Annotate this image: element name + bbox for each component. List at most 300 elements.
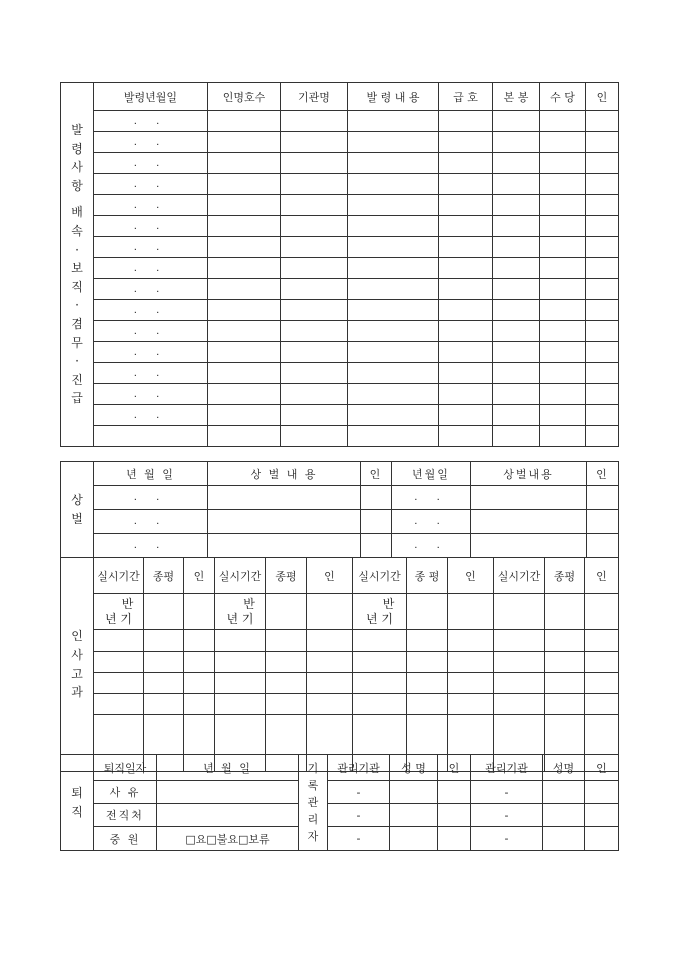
- evaluation-cell[interactable]: [448, 673, 494, 694]
- evaluation-cell[interactable]: [144, 694, 184, 715]
- appointment-cell[interactable]: [348, 342, 439, 363]
- appointment-cell[interactable]: [208, 132, 281, 153]
- retire-value-cell[interactable]: [157, 804, 299, 827]
- table-row: [61, 153, 619, 174]
- side-label-char: 벌: [71, 511, 83, 526]
- evaluation-cell[interactable]: [585, 694, 619, 715]
- side-label-char: 사: [71, 160, 83, 175]
- reward-cell[interactable]: [587, 510, 619, 534]
- evaluation-cell[interactable]: [94, 630, 144, 652]
- table-row: [61, 694, 619, 715]
- appointment-cell[interactable]: [208, 195, 281, 216]
- appointment-cell[interactable]: [208, 405, 281, 426]
- side-label-char: ·: [75, 354, 79, 369]
- evaluation-cell[interactable]: [266, 652, 307, 673]
- appointment-cell[interactable]: [439, 279, 493, 300]
- appointment-cell[interactable]: [439, 153, 493, 174]
- appointment-cell[interactable]: [348, 300, 439, 321]
- reward-date-cell[interactable]: . .: [392, 486, 471, 510]
- evaluation-cell[interactable]: [494, 594, 545, 630]
- appointment-date-cell[interactable]: . .: [94, 237, 208, 258]
- mgmt-cell[interactable]: [438, 781, 471, 804]
- appointment-cell[interactable]: [281, 363, 348, 384]
- mgmt-cell[interactable]: [585, 827, 619, 851]
- mgmt-cell[interactable]: [390, 781, 438, 804]
- appointment-date-cell[interactable]: . .: [94, 300, 208, 321]
- appointment-cell[interactable]: [281, 384, 348, 405]
- mgmt-cell[interactable]: [543, 781, 585, 804]
- reward-cell[interactable]: [587, 534, 619, 558]
- appointment-date-cell[interactable]: . .: [94, 258, 208, 279]
- appointment-cell[interactable]: [540, 258, 586, 279]
- reward-cell[interactable]: [361, 510, 392, 534]
- appointment-cell[interactable]: [540, 384, 586, 405]
- reward-table: [60, 461, 619, 558]
- appointment-cell[interactable]: [348, 258, 439, 279]
- appointment-cell[interactable]: [348, 132, 439, 153]
- appointment-date-cell[interactable]: . .: [94, 174, 208, 195]
- appointment-cell[interactable]: [493, 111, 540, 132]
- appointment-cell[interactable]: [493, 321, 540, 342]
- table-row: [61, 258, 619, 279]
- evaluation-cell[interactable]: [184, 652, 215, 673]
- appointment-cell[interactable]: [586, 132, 619, 153]
- appointment-cell[interactable]: [439, 237, 493, 258]
- appointment-cell[interactable]: [208, 111, 281, 132]
- evaluation-cell[interactable]: [585, 630, 619, 652]
- appointment-date-cell[interactable]: . .: [94, 132, 208, 153]
- evaluation-cell[interactable]: [215, 594, 266, 630]
- evaluation-cell[interactable]: [494, 630, 545, 652]
- retirement-table: [60, 754, 619, 851]
- reward-header: 인: [587, 462, 619, 486]
- mgmt-header: 성명: [543, 755, 585, 781]
- evaluation-header: 종 평: [407, 558, 448, 594]
- evaluation-cell[interactable]: [307, 694, 353, 715]
- evaluation-header: 인: [585, 558, 619, 594]
- appointment-cell[interactable]: [586, 195, 619, 216]
- side-label-char: 항: [71, 178, 83, 193]
- half-year-top: 반: [382, 596, 395, 611]
- reward-date-cell[interactable]: . .: [94, 534, 208, 558]
- appointment-cell[interactable]: [208, 216, 281, 237]
- reward-cell[interactable]: [361, 486, 392, 510]
- mgmt-org-cell[interactable]: -: [471, 781, 543, 804]
- appointment-date-cell[interactable]: . .: [94, 405, 208, 426]
- retire-date-value[interactable]: 년 월 일: [157, 755, 299, 781]
- appointment-cell[interactable]: [540, 153, 586, 174]
- half-year-bottom: 년 기: [226, 611, 254, 626]
- evaluation-header: 실시기간: [94, 558, 144, 594]
- appointment-cell[interactable]: [493, 342, 540, 363]
- appointment-cell[interactable]: [348, 426, 439, 447]
- reward-header: 상 벌 내 용: [208, 462, 361, 486]
- evaluation-cell[interactable]: [307, 652, 353, 673]
- appointment-cell[interactable]: [586, 279, 619, 300]
- evaluation-cell[interactable]: [585, 673, 619, 694]
- appointment-cell[interactable]: [493, 384, 540, 405]
- appointment-date-cell[interactable]: . .: [94, 342, 208, 363]
- evaluation-cell[interactable]: [545, 652, 585, 673]
- appointment-cell[interactable]: [540, 342, 586, 363]
- appointment-cell[interactable]: [439, 405, 493, 426]
- appointment-date-cell[interactable]: . .: [94, 279, 208, 300]
- reward-cell[interactable]: [361, 534, 392, 558]
- appointment-cell[interactable]: [540, 216, 586, 237]
- reward-cell[interactable]: [587, 486, 619, 510]
- evaluation-cell[interactable]: [585, 652, 619, 673]
- evaluation-cell[interactable]: [144, 652, 184, 673]
- appointment-cell[interactable]: [586, 258, 619, 279]
- reward-date-cell[interactable]: . .: [392, 534, 471, 558]
- evaluation-cell[interactable]: [494, 652, 545, 673]
- side-label-char: 과: [71, 685, 83, 700]
- appointment-date-cell[interactable]: . .: [94, 195, 208, 216]
- appointment-cell[interactable]: [493, 363, 540, 384]
- evaluation-cell[interactable]: [407, 652, 448, 673]
- table-row: [61, 342, 619, 363]
- appointment-cell[interactable]: [586, 405, 619, 426]
- side-label-char: 사: [71, 647, 83, 662]
- appointment-cell[interactable]: [439, 195, 493, 216]
- table-row: [61, 195, 619, 216]
- table-row: [61, 673, 619, 694]
- appointment-cell[interactable]: [493, 258, 540, 279]
- appointment-cell[interactable]: [348, 195, 439, 216]
- side-label-char: 직: [71, 279, 83, 294]
- reward-cell[interactable]: [208, 534, 361, 558]
- appointment-cell[interactable]: [208, 153, 281, 174]
- side-label-char: 진: [71, 372, 83, 387]
- evaluation-cell[interactable]: [545, 630, 585, 652]
- retire-value-cell[interactable]: [157, 781, 299, 804]
- appointment-cell[interactable]: [281, 174, 348, 195]
- appointment-cell[interactable]: [439, 111, 493, 132]
- reward-date-cell[interactable]: . .: [392, 510, 471, 534]
- evaluation-cell[interactable]: [215, 630, 266, 652]
- appointment-cell[interactable]: [439, 300, 493, 321]
- reward-date-cell[interactable]: . .: [94, 486, 208, 510]
- appointment-cell[interactable]: [439, 363, 493, 384]
- appointment-cell[interactable]: [348, 363, 439, 384]
- evaluation-cell[interactable]: [353, 630, 407, 652]
- mgmt-cell[interactable]: [585, 804, 619, 827]
- appointment-cell[interactable]: [281, 258, 348, 279]
- appointment-cell[interactable]: [493, 174, 540, 195]
- side-label-char: 고: [71, 666, 83, 681]
- reemploy-options[interactable]: □요□불요□보류: [157, 827, 299, 851]
- table-row: [61, 781, 619, 804]
- appointment-cell[interactable]: [493, 132, 540, 153]
- appointment-cell[interactable]: [208, 279, 281, 300]
- appointment-cell[interactable]: [540, 174, 586, 195]
- appointment-cell[interactable]: [281, 405, 348, 426]
- side-label-char: 배: [71, 205, 83, 220]
- table-row: [61, 279, 619, 300]
- appointment-cell[interactable]: [586, 426, 619, 447]
- evaluation-cell[interactable]: [407, 694, 448, 715]
- appointment-cell[interactable]: [281, 216, 348, 237]
- appointment-cell[interactable]: [208, 258, 281, 279]
- evaluation-cell[interactable]: [266, 630, 307, 652]
- reward-cell[interactable]: [471, 534, 587, 558]
- appointment-cell[interactable]: [208, 363, 281, 384]
- evaluation-cell[interactable]: [307, 673, 353, 694]
- evaluation-cell[interactable]: [353, 694, 407, 715]
- appointment-cell[interactable]: [281, 195, 348, 216]
- evaluation-cell[interactable]: [266, 594, 307, 630]
- mgmt-header: 관리기관: [328, 755, 390, 781]
- table-row: [61, 384, 619, 405]
- appointment-cell[interactable]: [493, 195, 540, 216]
- appointment-cell[interactable]: [348, 153, 439, 174]
- table-row: [61, 405, 619, 426]
- appointment-cell[interactable]: [586, 237, 619, 258]
- mgmt-org-cell[interactable]: -: [471, 827, 543, 851]
- side-label-char: 인: [71, 629, 83, 644]
- appointment-cell[interactable]: [208, 342, 281, 363]
- mgmt-org-cell[interactable]: -: [328, 827, 390, 851]
- appointment-cell[interactable]: [348, 237, 439, 258]
- evaluation-cell[interactable]: [144, 594, 184, 630]
- evaluation-cell[interactable]: [184, 673, 215, 694]
- evaluation-cell[interactable]: [184, 594, 215, 630]
- side-label-char: 령: [71, 141, 83, 156]
- record-label-char: 록: [307, 779, 319, 792]
- table-row: [61, 216, 619, 237]
- spacer: [61, 195, 93, 203]
- mgmt-cell[interactable]: [543, 827, 585, 851]
- appointment-cell[interactable]: [540, 300, 586, 321]
- appointment-cell[interactable]: [540, 321, 586, 342]
- mgmt-org-cell[interactable]: -: [328, 781, 390, 804]
- appointment-cell[interactable]: [540, 195, 586, 216]
- half-year-bottom: 년 기: [105, 611, 132, 626]
- evaluation-cell[interactable]: [184, 694, 215, 715]
- reward-cell[interactable]: [208, 486, 361, 510]
- appointment-cell[interactable]: [586, 174, 619, 195]
- appointment-date-cell[interactable]: . .: [94, 363, 208, 384]
- table-row: [61, 426, 619, 447]
- evaluation-cell[interactable]: [266, 673, 307, 694]
- record-label-char: 기: [307, 762, 319, 775]
- appointment-cell[interactable]: [540, 363, 586, 384]
- evaluation-cell[interactable]: [494, 694, 545, 715]
- appointment-cell[interactable]: [439, 258, 493, 279]
- appointment-date-cell[interactable]: . .: [94, 153, 208, 174]
- appointment-cell[interactable]: [540, 279, 586, 300]
- appointment-cell[interactable]: [208, 321, 281, 342]
- evaluation-cell[interactable]: [94, 673, 144, 694]
- evaluation-cell[interactable]: [307, 594, 353, 630]
- mgmt-cell[interactable]: [390, 804, 438, 827]
- appointment-cell[interactable]: [208, 237, 281, 258]
- appointment-cell[interactable]: [348, 279, 439, 300]
- appointment-cell[interactable]: [493, 153, 540, 174]
- table-row: [61, 132, 619, 153]
- evaluation-table: [60, 557, 619, 772]
- appointment-cell[interactable]: [439, 132, 493, 153]
- appointment-cell[interactable]: [540, 132, 586, 153]
- appointment-cell[interactable]: [439, 216, 493, 237]
- appointment-cell[interactable]: [586, 216, 619, 237]
- side-label-char: 무: [71, 335, 83, 350]
- appointment-header: 급 호: [439, 83, 493, 111]
- side-label-char: 퇴: [71, 785, 83, 800]
- evaluation-header: 인: [184, 558, 215, 594]
- side-label-char: 발: [71, 123, 83, 138]
- evaluation-header: 실시기간: [215, 558, 266, 594]
- evaluation-cell[interactable]: [266, 694, 307, 715]
- evaluation-header: 인: [448, 558, 494, 594]
- table-row: [61, 363, 619, 384]
- side-label-char: 속: [71, 224, 83, 239]
- evaluation-cell[interactable]: [94, 594, 144, 630]
- appointment-cell[interactable]: [586, 384, 619, 405]
- evaluation-cell[interactable]: [215, 694, 266, 715]
- half-year-top: 반: [121, 596, 134, 611]
- appointment-cell[interactable]: [281, 237, 348, 258]
- evaluation-cell[interactable]: [448, 652, 494, 673]
- table-row: [61, 486, 619, 510]
- appointment-header: 인: [586, 83, 619, 111]
- table-row: [61, 111, 619, 132]
- appointment-date-cell[interactable]: . .: [94, 321, 208, 342]
- appointment-table: [60, 82, 619, 447]
- appointment-cell[interactable]: [348, 384, 439, 405]
- mgmt-cell[interactable]: [438, 804, 471, 827]
- appointment-cell[interactable]: [281, 300, 348, 321]
- appointment-cell[interactable]: [540, 237, 586, 258]
- mgmt-cell[interactable]: [543, 804, 585, 827]
- appointment-cell[interactable]: [348, 174, 439, 195]
- evaluation-cell[interactable]: [407, 673, 448, 694]
- record-label-char: 자: [307, 830, 319, 843]
- evaluation-cell[interactable]: [144, 630, 184, 652]
- reward-cell[interactable]: [471, 486, 587, 510]
- evaluation-cell[interactable]: [94, 652, 144, 673]
- appointment-date-cell[interactable]: . .: [94, 216, 208, 237]
- appointment-cell[interactable]: [493, 426, 540, 447]
- mgmt-header: 성 명: [390, 755, 438, 781]
- appointment-cell[interactable]: [493, 216, 540, 237]
- half-year-bottom: 년 기: [366, 611, 393, 626]
- appointment-date-cell[interactable]: [94, 426, 208, 447]
- evaluation-cell[interactable]: [494, 673, 545, 694]
- appointment-cell[interactable]: [439, 174, 493, 195]
- evaluation-cell[interactable]: [407, 594, 448, 630]
- evaluation-cell[interactable]: [407, 630, 448, 652]
- reward-date-cell[interactable]: . .: [94, 510, 208, 534]
- evaluation-cell[interactable]: [353, 652, 407, 673]
- appointment-cell[interactable]: [208, 426, 281, 447]
- evaluation-cell[interactable]: [448, 594, 494, 630]
- evaluation-cell[interactable]: [448, 694, 494, 715]
- evaluation-cell[interactable]: [545, 594, 585, 630]
- appointment-cell[interactable]: [586, 300, 619, 321]
- appointment-cell[interactable]: [540, 111, 586, 132]
- evaluation-cell[interactable]: [545, 694, 585, 715]
- evaluation-cell[interactable]: [307, 630, 353, 652]
- appointment-header: 기관명: [281, 83, 348, 111]
- mgmt-org-cell[interactable]: -: [328, 804, 390, 827]
- appointment-cell[interactable]: [348, 321, 439, 342]
- appointment-cell[interactable]: [281, 153, 348, 174]
- appointment-cell[interactable]: [208, 384, 281, 405]
- appointment-cell[interactable]: [348, 111, 439, 132]
- appointment-cell[interactable]: [281, 426, 348, 447]
- mgmt-org-cell[interactable]: -: [471, 804, 543, 827]
- appointment-cell[interactable]: [208, 300, 281, 321]
- side-label-char: 직: [71, 804, 83, 819]
- appointment-cell[interactable]: [493, 405, 540, 426]
- mgmt-cell[interactable]: [390, 827, 438, 851]
- appointment-cell[interactable]: [586, 111, 619, 132]
- evaluation-cell[interactable]: [215, 673, 266, 694]
- appointment-cell[interactable]: [586, 342, 619, 363]
- table-row: [61, 321, 619, 342]
- mgmt-cell[interactable]: [585, 781, 619, 804]
- appointment-cell[interactable]: [348, 216, 439, 237]
- appointment-cell[interactable]: [493, 279, 540, 300]
- record-label-char: 리: [307, 813, 319, 826]
- appointment-cell[interactable]: [493, 300, 540, 321]
- reward-cell[interactable]: [208, 510, 361, 534]
- appointment-cell[interactable]: [281, 279, 348, 300]
- reward-header: 년 월 일: [94, 462, 208, 486]
- side-label-char: 상: [71, 492, 83, 507]
- mgmt-header: 인: [585, 755, 619, 781]
- appointment-cell[interactable]: [586, 321, 619, 342]
- evaluation-cell[interactable]: [94, 694, 144, 715]
- appointment-cell[interactable]: [281, 132, 348, 153]
- appointment-cell[interactable]: [586, 153, 619, 174]
- mgmt-header: 관리기관: [471, 755, 543, 781]
- evaluation-cell[interactable]: [184, 630, 215, 652]
- appointment-cell[interactable]: [540, 426, 586, 447]
- evaluation-cell[interactable]: [585, 594, 619, 630]
- evaluation-cell[interactable]: [215, 652, 266, 673]
- appointment-cell[interactable]: [439, 321, 493, 342]
- appointment-cell[interactable]: [439, 426, 493, 447]
- reward-header: 상벌내용: [471, 462, 587, 486]
- appointment-cell[interactable]: [281, 342, 348, 363]
- evaluation-cell[interactable]: [144, 673, 184, 694]
- appointment-cell[interactable]: [540, 405, 586, 426]
- evaluation-cell[interactable]: [545, 673, 585, 694]
- evaluation-cell[interactable]: [353, 673, 407, 694]
- appointment-cell[interactable]: [281, 111, 348, 132]
- appointment-date-cell[interactable]: . .: [94, 384, 208, 405]
- mgmt-cell[interactable]: [438, 827, 471, 851]
- appointment-cell[interactable]: [208, 174, 281, 195]
- reward-header: 년월일: [392, 462, 471, 486]
- appointment-cell[interactable]: [281, 321, 348, 342]
- appointment-date-cell[interactable]: . .: [94, 111, 208, 132]
- evaluation-cell[interactable]: [353, 594, 407, 630]
- appointment-cell[interactable]: [439, 342, 493, 363]
- table-row: [61, 630, 619, 652]
- appointment-cell[interactable]: [586, 363, 619, 384]
- record-manager-label: [299, 755, 328, 851]
- appointment-cell[interactable]: [348, 405, 439, 426]
- appointment-cell[interactable]: [493, 237, 540, 258]
- side-label-char: 급: [71, 391, 83, 406]
- evaluation-cell[interactable]: [448, 630, 494, 652]
- reward-cell[interactable]: [471, 510, 587, 534]
- appointment-cell[interactable]: [439, 384, 493, 405]
- mgmt-header: 인: [438, 755, 471, 781]
